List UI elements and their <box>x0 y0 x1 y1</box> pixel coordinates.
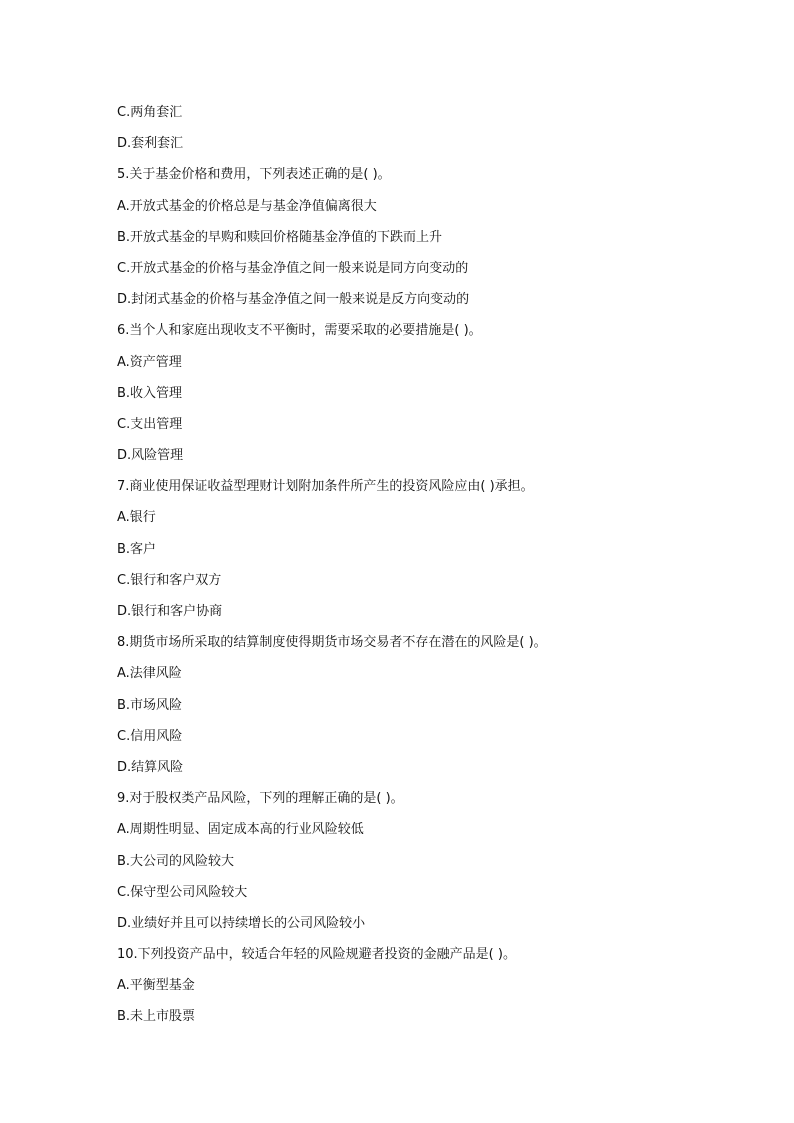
option-c-q9: C.保守型公司风险较大 <box>117 884 248 900</box>
option-a-q8: A.法律风险 <box>117 666 182 682</box>
option-d-q8: D.结算风险 <box>117 759 184 775</box>
option-c-q8: C.信用风险 <box>117 728 183 744</box>
option-a-q9: A.周期性明显、固定成本高的行业风险较低 <box>117 822 364 838</box>
option-b-q10: B.未上市股票 <box>117 1009 196 1025</box>
option-c-q4: C.两角套汇 <box>117 105 183 120</box>
option-c-q7: C.银行和客户双方 <box>117 572 222 588</box>
question-7: 7.商业使用保证收益型理财计划附加条件所产生的投资风险应由( )承担。 <box>117 479 534 495</box>
question-8: 8.期货市场所采取的结算制度使得期货市场交易者不存在潜在的风险是( )。 <box>117 635 547 651</box>
question-10: 10.下列投资产品中，较适合年轻的风险规避者投资的金融产品是( )。 <box>117 947 516 963</box>
question-5: 5.关于基金价格和费用，下列表述正确的是( )。 <box>117 167 391 183</box>
option-a-q5: A.开放式基金的价格总是与基金净值偏离很大 <box>117 198 377 214</box>
document-body <box>117 101 737 1037</box>
option-c-q5: C.开放式基金的价格与基金净值之间一般来说是同方向变动的 <box>117 260 469 276</box>
question-9: 9.对于股权类产品风险，下列的理解正确的是( )。 <box>117 791 404 807</box>
option-b-q9: B.大公司的风险较大 <box>117 853 235 869</box>
option-b-q6: B.收入管理 <box>117 385 183 401</box>
option-b-q5: B.开放式基金的早购和赎回价格随基金净值的下跌而上升 <box>117 229 443 245</box>
option-d-q9: D.业绩好并且可以持续增长的公司风险较小 <box>117 915 366 931</box>
option-d-q4: D.套利套汇 <box>117 136 184 152</box>
option-a-q10: A.平衡型基金 <box>117 978 195 994</box>
option-b-q7: B.客户 <box>117 541 157 557</box>
option-a-q7: A.银行 <box>117 510 156 526</box>
option-d-q6: D.风险管理 <box>117 448 184 464</box>
option-c-q6: C.支出管理 <box>117 416 183 432</box>
option-d-q7: D.银行和客户协商 <box>117 604 223 619</box>
question-6: 6.当个人和家庭出现收支不平衡时，需要采取的必要措施是( )。 <box>117 323 482 339</box>
option-b-q8: B.市场风险 <box>117 697 183 713</box>
option-d-q5: D.封闭式基金的价格与基金净值之间一般来说是反方向变动的 <box>117 292 470 308</box>
option-a-q6: A.资产管理 <box>117 354 182 370</box>
